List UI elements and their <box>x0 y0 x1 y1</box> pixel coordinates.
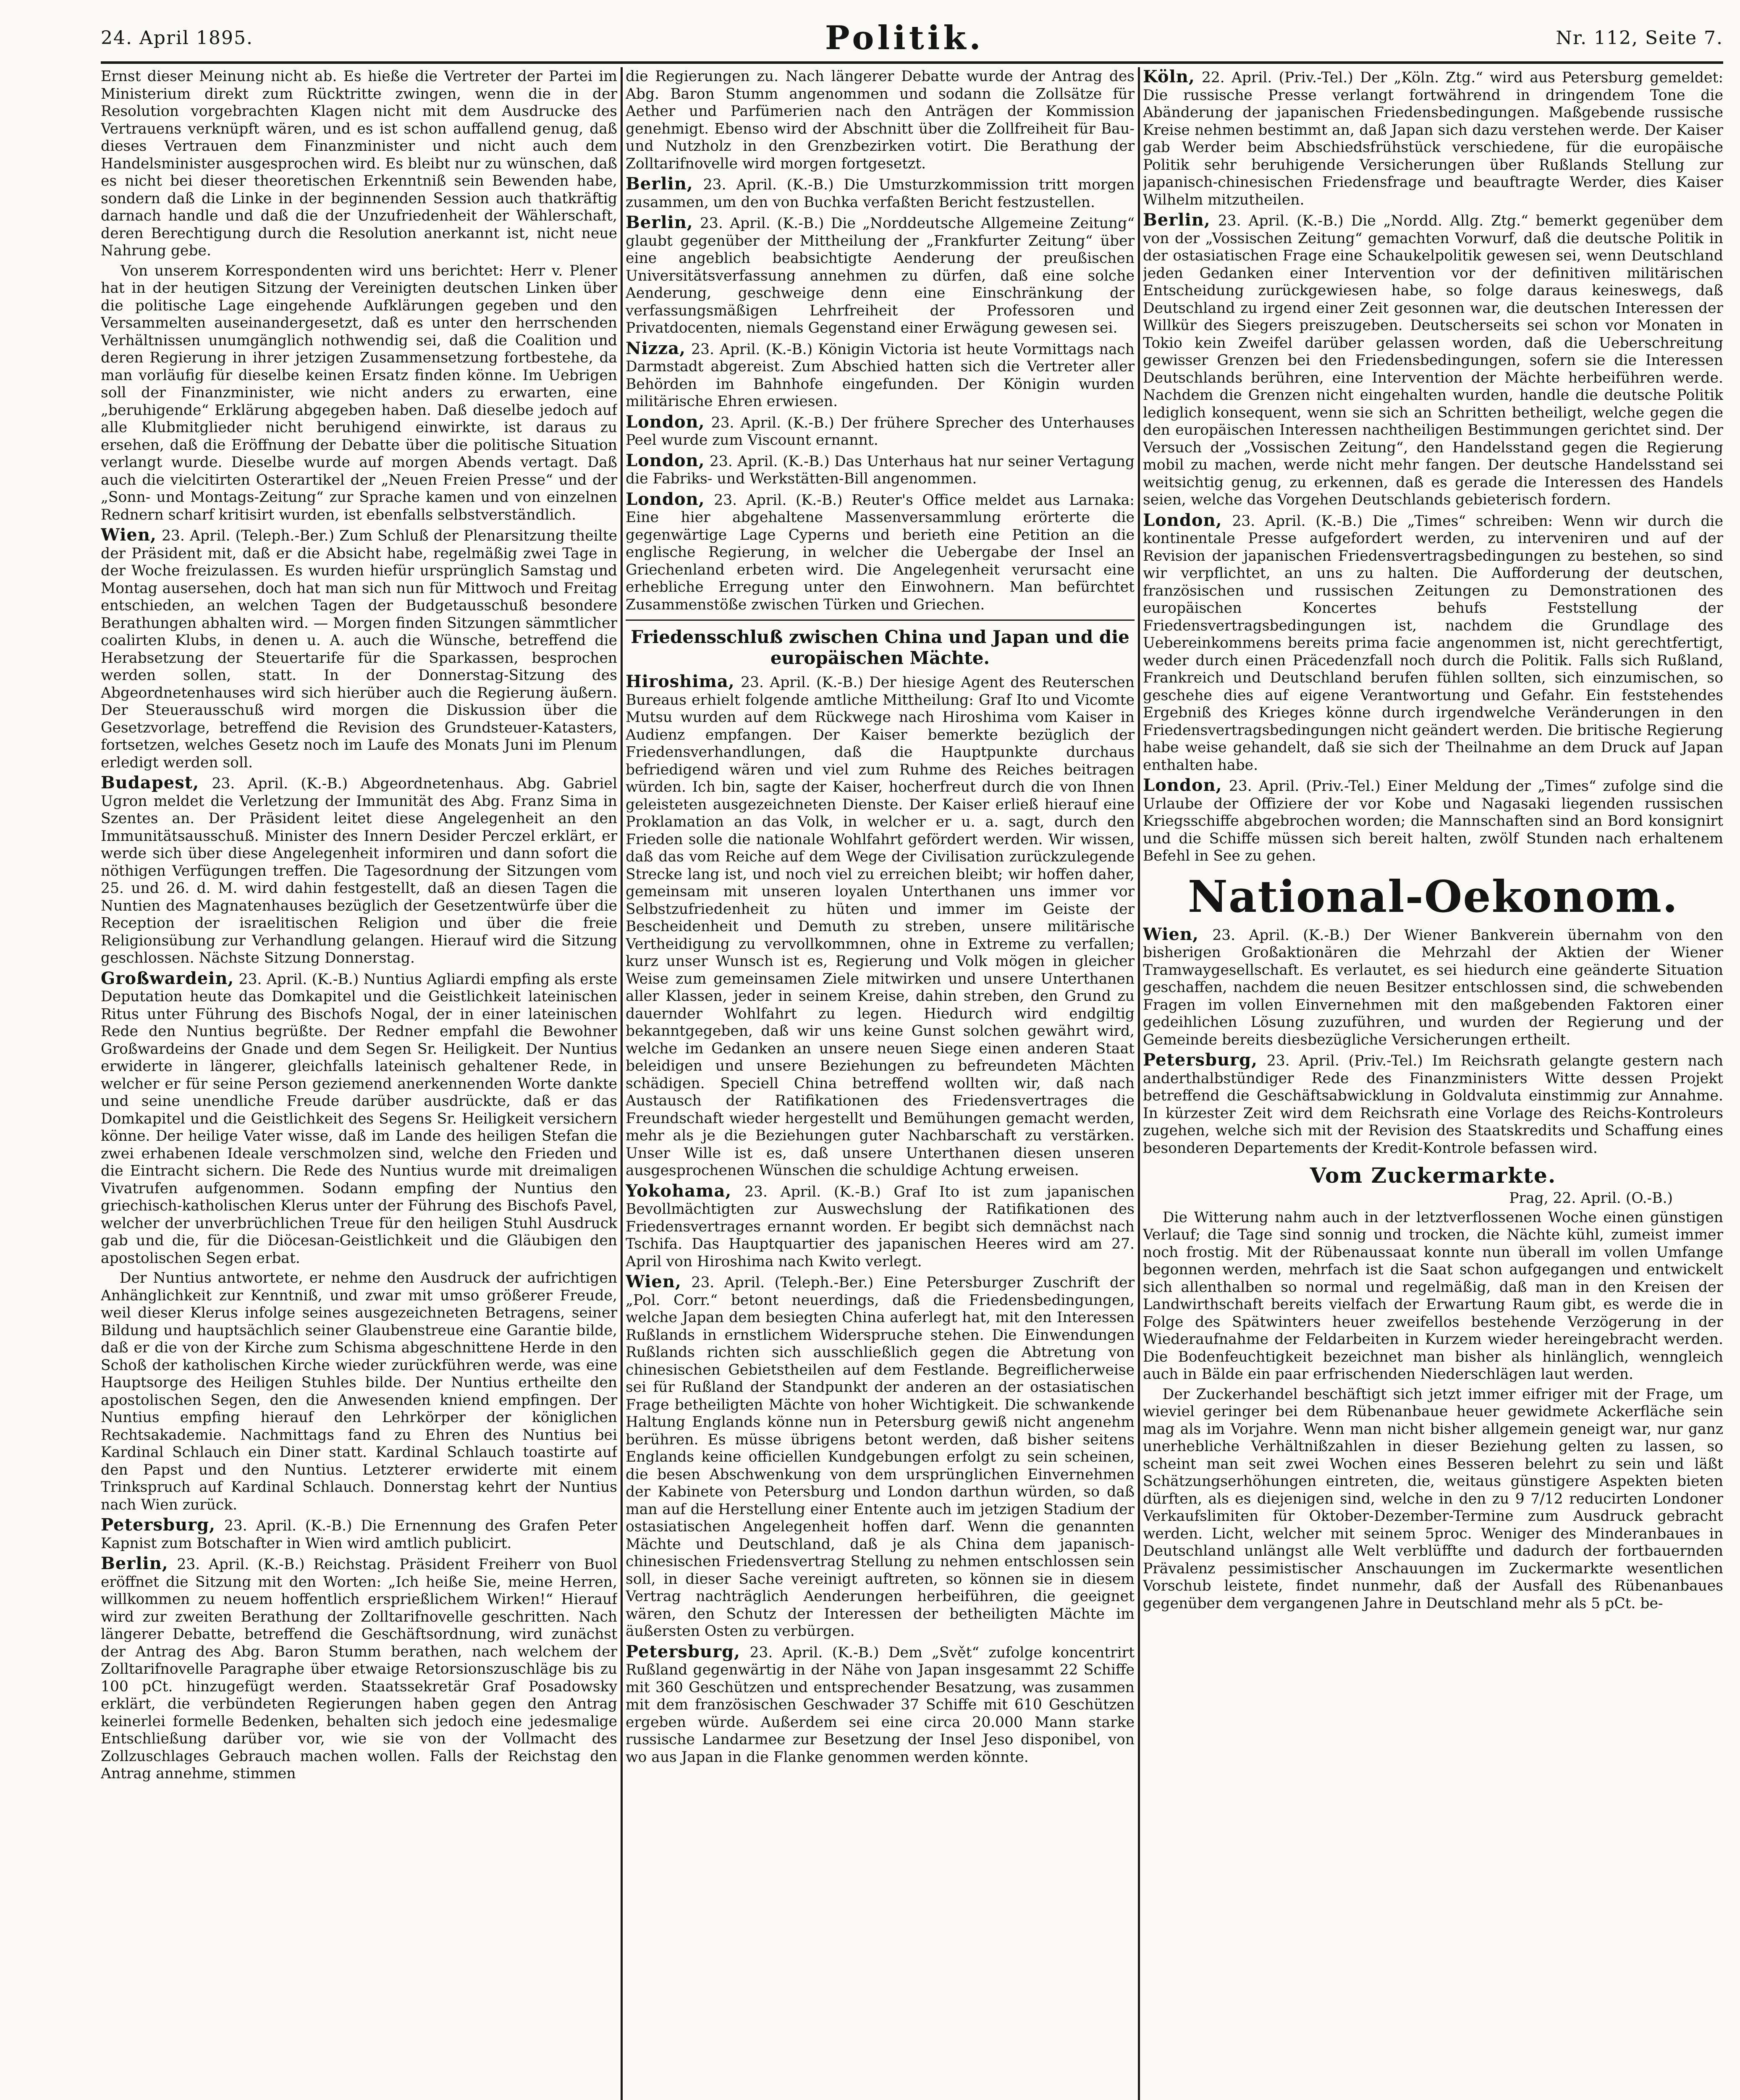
dateline-place: Wien, <box>101 525 157 545</box>
item-text: 23. April. (K.-B.) Die Umsturzkommission tritt morgen zusammen, um den von Buchka verfaßten Bericht festzustellen. <box>626 176 1135 211</box>
item-text: 23. April. (Priv.-Tel.) Einer Meldung der „Times“ zufolge sind die Urlaube der Offiziere der vor Kobe und Nagasaki liegenden russischen Kriegsschiffe abgebrochen worden; die Mannschaften sind an Bord konsignirt und die Schiffe müssen sich bereit halten, zwölf Stunden nach erhaltenem Befehl in See zu gehen. <box>1143 778 1723 864</box>
item-text: 22. April. (Priv.-Tel.) Der „Köln. Ztg.“ wird aus Petersburg gemeldet: Die russische Presse verlangt fortwährend in dringendem Tone die Abänderung der japanischen Friedensbedingungen. Maßgebende russische Kreise nehmen bestimmt an, daß Japan sich dazu verstehen werde. Der Kaiser gab Werder beim Abschiedsfrühstück verschiedene, für die europäische Politik sehr beruhigende Versicherungen über Rußlands Stellung zur japanisch-chinesischen Friedensfrage und beauftragte Werder, dies Kaiser Wilhelm mitzutheilen. <box>1143 69 1723 208</box>
econ-section-heading: National-Oekonom. <box>1187 870 1679 922</box>
dateline-place: Yokohama, <box>626 1181 732 1201</box>
news-item <box>1143 1209 1723 1383</box>
item-text: 23. April. (K.-B.) Dem „Svět“ zufolge koncentrirt Rußland gegenwärtig in der Nähe von Japan insgesammt 22 Schiffe mit 360 Geschützen und entsprechender Besatzung, was zusammen mit dem französischen Geschwader 37 Schiffe mit 610 Geschützen ergeben würde. Außerdem sei eine circa 20.000 Mann starke russische Landarmee zur Besetzung der Insel Jeso disponibel, von wo aus Japan in die Flanke genommen werden könnte. <box>626 1644 1135 1766</box>
news-item <box>1143 926 1723 1049</box>
news-item <box>626 68 1135 173</box>
news-item <box>626 1182 1135 1271</box>
dateline-place: Berlin, <box>101 1554 168 1573</box>
dateline-place: London, <box>1143 775 1222 795</box>
item-text: Die Witterung nahm auch in der letztverflossenen Woche einen günstigen Verlauf; die Tage sind sonnig und trocken, die Nächte kühl, zumeist immer noch frostig. Mit der Rübenaussaat konnte nun überall im vollen Umfange begonnen werden, mehrfach ist die Saat schon aufgegangen und entwickelt sich allenthalben so normal und regelmäßig, daß man in den Kreisen der Landwirthschaft bereits vielfach der Erwartung Raum gibt, es werde die in Folge des Spätwinters heuer zweifellos bestehende Verzögerung in der Wiederaufnahme der Feldarbeiten in Kurzem wieder hereingebracht werden. Die Bodenfeuchtigkeit bezeichnet man bisher als hinlänglich, wenngleich auch in Bälde ein paar erfrischenden Niederschlägen laut werden. <box>1143 1209 1723 1383</box>
item-text: 23. April. (K.-B.) Reuter's Office meldet aus Larnaka: Eine hier abgehaltene Massenversammlung erörterte die gegenwärtige Lage Cyperns und berieth eine Petition an die englische Regierung, in welcher die Uebergabe der Insel an Griechenland erbeten wird. Die Angelegenheit verursacht eine erhebliche Erregung unter den Einwohnern. Man befürchtet Zusammenstöße zwischen Türken und Griechen. <box>626 491 1135 613</box>
item-text: 23. April. (K.-B.) Graf Ito ist zum japanischen Bevollmächtigten zur Auswechslung der Ratifikationen des Friedensvertrages ernannt worden. Er begibt sich demnächst nach Tschifa. Das Hauptquartier des japanischen Heeres wird am 27. April von Hiroshima nach Kwito verlegt. <box>626 1183 1135 1270</box>
dateline-place: London, <box>626 412 705 432</box>
page-header <box>101 17 1723 59</box>
news-item <box>101 970 617 1268</box>
item-text: 23. April. (K.-B.) Die Ernennung des Grafen Peter Kapnist zum Botschafter in Wien wird amtlich publicirt. <box>101 1517 617 1552</box>
item-text: 23. April. (K.-B.) Königin Victoria ist heute Vormittags nach Darmstadt abgereist. Zum Abschied hatten sich die Vertreter aller Behörden im Bahnhofe eingefunden. Der Königin wurden militärische Ehren erwiesen. <box>626 341 1135 410</box>
dateline-place: Petersburg, <box>1143 1050 1258 1070</box>
item-text: 23. April. (K.-B.) Nuntius Agliardi empfing als erste Deputation heute das Domkapitel und die Geistlichkeit lateinischen Ritus unter Führung des Bischofs Nogal, der in einer lateinischen Rede den Nuntius begrüßte. Der Redner empfahl die Bewohner Großwardeins der Gnade und dem Segen Sr. Heiligkeit. Der Nuntius erwiderte in längerer, gleichfalls lateinisch gehaltener Rede, in welcher er für seine Person geziemend anerkennenden Worte dankte und seine unendliche Freude darüber ausdrückte, daß er das Domkapitel und die Geistlichkeit des Segens Sr. Heiligkeit versichern könne. Der heilige Vater wisse, daß im Lande des heiligen Stefan die zwei erhabenen Ideale verschmolzen sind, welche den Frieden und die Eintracht sichern. Die Rede des Nuntius wurde mit dreimaligen Vivatrufen aufgenommen. Sodann empfing der Nuntius den griechisch-katholischen Klerus unter der Führung des Bischofs Pavel, welcher der unverbrüchlichen Treue für den heiligen Stuhl Ausdruck gab und die, für die Diöcesan-Geistlichkeit und die Gläubigen den apostolischen Segen erbat. <box>101 971 617 1267</box>
column-3 <box>1143 68 1723 2100</box>
dateline-place: Wien, <box>1143 924 1199 944</box>
item-text: 23. April. (K.-B.) Reichstag. Präsident Freiherr von Buol eröffnet die Sitzung mit den Worten: „Ich heiße Sie, meine Herren, willkommen zu neuem hoffentlich ersprießlichem Wirken!“ Hierauf wird zur zweiten Berathung der Zolltarifnovelle geschritten. Nach längerer Debatte, betreffend die Geschäftsordnung, wird zunächst der Antrag des Abg. Baron Stumm berathen, nach welchem der Zolltarifnovelle Paragraphe über etwaige Retorsionszuschläge bis zu 100 pCt. hinzugefügt werden. Staatssekretär Graf Posadowsky erklärt, die verbündeten Regierungen haben gegen den Antrag keinerlei formelle Bedenken, behalten sich jedoch eine jedesmalige Entschließung darüber vor, wie sie von der Vollmacht des Zollzuschlages Gebrauch machen wollen. Falls der Reichstag den Antrag annehme, stimmen <box>101 1556 617 1782</box>
column-divider <box>621 67 623 2100</box>
news-item <box>626 1273 1135 1641</box>
item-text: Von unserem Korrespondenten wird uns berichtet: Herr v. Plener hat in der heutigen Sitzung der Vereinigten deutschen Linken über die politische Lage eingehende Aufklärungen gegeben und den Versammelten auseinandergesetzt, daß es unter den herrschenden Verhältnissen unumgänglich nothwendig sei, daß die Coalition und deren Regierung in ihrer jetzigen Zusammensetzung fortbestehe, da man vorläufig für dieselbe keinen Ersatz finden könne. Im Uebrigen soll der Finanzminister, wie nicht anders zu erwarten, eine „beruhigende“ Erklärung abgegeben haben. Daß dieselbe jedoch auf alle Klubmitglieder nicht beruhigend einwirkte, ist daraus zu ersehen, daß die Eröffnung der Debatte über die politische Situation verlangt wurde. Dieselbe wurde auf morgen Abends vertagt. Daß auch die vielcitirten Osterartikel der „Neuen Freien Presse“ und der „Sonn- und Montags-Zeitung“ zur Sprache kamen und von einzelnen Rednern scharf kritisirt wurden, ist ebenfalls selbstverständlich. <box>101 262 617 523</box>
item-text: Ernst dieser Meinung nicht ab. Es hieße die Vertreter der Partei im Ministerium direkt zum Rücktritte zwingen, wenn die in der Resolution vorgebrachten Klagen nicht mit dem Ausdrucke des Vertrauens verknüpft wären, und es ist schon auffallend genug, daß dieses Vertrauen dem Finanzminister und nicht auch dem Handelsminister ausgesprochen wird. Es bleibt nur zu wünschen, daß es nicht bei dieser theoretischen Erkenntniß sein Bewenden habe, sondern daß die Linke in der beginnenden Session auch thatkräftig darnach handle und daß die der Unzufriedenheit der Wählerschaft, deren Berechtigung durch die Resolution anerkannt ist, nicht neue Nahrung gebe. <box>101 68 617 259</box>
news-item <box>626 673 1135 1180</box>
news-item <box>1143 777 1723 865</box>
item-text: die Regierungen zu. Nach längerer Debatte wurde der Antrag des Abg. Baron Stumm angenommen und sodann die Zollsätze für Aether und Parfümerien nach den Anträgen der Kommission genehmigt. Ebenso wird der Abschnitt über die Zollfreiheit für Bau- und Nutzholz in den Grenzbezirken votirt. Die Berathung der Zolltarifnovelle wird morgen fortgesetzt. <box>626 68 1135 172</box>
news-item <box>101 774 617 967</box>
section-rule <box>626 620 1135 621</box>
item-text: 23. April. (Priv.-Tel.) Im Reichsrath gelangte gestern nach anderthalbstündiger Rede des Finanzministers Witte dessen Projekt betreffend die Geschäftsabwicklung in Goldvaluta einstimmig zur Annahme. In kürzester Zeit wird dem Reichsrath eine Vorlage des Reichs-Kontroleurs zugehen, welche sich mit der Revision des Staatskredits und Schaffung eines besonderen Departements der Kredit-Kontrole befassen wird. <box>1143 1053 1723 1157</box>
dateline-place: Nizza, <box>626 338 686 358</box>
item-text: 23. April. (K.-B.) Die „Nordd. Allg. Ztg.“ bemerkt gegenüber dem von der „Vossischen Zeitung“ gemachten Vorwurf, daß die deutsche Politik in der ostasiatischen Frage eine Schaukelpolitik gewesen sei, wenn Deutschland jeden Gedanken einer Intervention vor der definitiven militärischen Entscheidung zurückgewiesen habe, so folge daraus keineswegs, daß Deutschland zu irgend einer Zeit gesonnen war, die deutschen Interessen der Willkür des Siegers preiszugeben. Deutscherseits sei schon vor Monaten in Tokio kein Zweifel darüber gelassen worden, daß die Ueberschreitung gewisser Grenzen bei den Friedensbedingungen, sofern sie die Interessen Deutschlands berühren, eine Intervention der Mächte herbeiführen werde. Nachdem die Grenzen nicht eingehalten wurden, handle die deutsche Politik lediglich konsequent, wenn sie sich an Schritten betheiligt, welche gegen die den europäischen Interessen nachtheiligen Bestimmungen gerichtet sind. Der Versuch der „Vossischen Zeitung“, den Handelsstand gegen die Regierung mobil zu machen, werde nicht mehr fangen. Der deutsche Handelsstand sei weitsichtig genug, zu erkennen, daß es gerade die Interessen des Handels seien, welche das Vorgehen Deutschlands gebieterisch fordern. <box>1143 213 1723 508</box>
dateline-place: Berlin, <box>626 174 693 194</box>
news-item <box>101 68 617 260</box>
item-text: 23. April. (K.-B.) Die „Norddeutsche Allgemeine Zeitung“ glaubt gegenüber der Mittheilung der „Frankfurter Zeitung“ über eine angeblich beabsichtigte Aenderung der preußischen Universitätsverfassung annehmen zu dürfen, daß eine solche Aenderung, geschweige denn eine Einschränkung der verfassungsmäßigen Lehrfreiheit der Professoren und Privatdocenten, niemals Gegenstand einer Erwägung gewesen sei. <box>626 215 1135 336</box>
issue-number: Nr. 112, Seite 7. <box>1556 27 1723 49</box>
item-text: 23. April. (K.-B.) Der frühere Sprecher des Unterhauses Peel wurde zum Viscount ernannt. <box>626 414 1135 449</box>
header-rule <box>101 61 1723 64</box>
news-item <box>626 340 1135 411</box>
news-item <box>1143 512 1723 774</box>
dateline-place: Großwardein, <box>101 968 234 988</box>
item-text: 23. April. (Teleph.-Ber.) Eine Petersburger Zuschrift der „Pol. Corr.“ betont neuerdings, daß die Friedensbedingungen, welche Japan dem besiegten China auferlegt hat, mit den Interessen Rußlands in ernstlichem Widerspruche stehen. Die Einwendungen Rußlands richten sich ausschließlich gegen die Abtretung von chinesischen Gebietstheilen auf dem Festlande. Begreiflicherweise sei für Rußland der Standpunkt der anderen an der ostasiatischen Frage betheiligten Mächte von hoher Wichtigkeit. Die schwankende Haltung Englands könne nun in Petersburg gewiß nicht angenehm berühren. Es müsse übrigens betont werden, daß bisher seitens Englands keine officiellen Kundgebungen erfolgt zu sein scheinen, die besen Abschwenkung von dem ursprünglichen Einvernehmen der Kabinete von Petersburg und London darthun würden, so daß man auf die Herstellung einer Entente auch im jetzigen Stadium der ostasiatischen Angelegenheit hoffen darf. Wenn die genannten Mächte und Deutschland, daß je als China dem japanisch-chinesischen Friedensvertrag Stellung zu nehmen entschlossen sein soll, in dieser Sache vereinigt auftreten, so können sie in diesem Vertrag nachträglich Aenderungen herbeiführen, die geeignet wären, den Schutz der Interessen der betheiligten Mächte im äußersten Osten zu verbürgen. <box>626 1274 1135 1640</box>
dateline-place: Wien, <box>626 1272 681 1292</box>
news-item <box>626 1643 1135 1767</box>
item-text: 23. April. (K.-B.) Der Wiener Bankverein übernahm von den bisherigen Großaktionären die Mehrzahl der Aktien der Wiener Tramwaygesellschaft. Es verlautet, es sei hiedurch eine geänderte Situation geschaffen, nachdem die neuen Besitzer entschlossen sind, die schwebenden Fragen im vollen Einvernehmen mit den maßgebenden Faktoren einer gedeihlichen Lösung zuzuführen, und wurden der Regierung und der Gemeinde bereits diesbezügliche Versicherungen ertheilt. <box>1143 927 1723 1048</box>
item-text: 23. April. (K.-B.) Die „Times“ schreiben: Wenn wir durch die kontinentale Presse aufgefordert werden, zu interveniren und auf der Revision der japanischen Friedensvertragsbedingungen zu bestehen, so sind wir verpflichtet, an uns zu halten. Die Aufforderung der deutschen, französischen und russischen Zeitungen zu Demonstrationen des europäischen Koncertes behufs Feststellung der Friedensvertragsbedingungen ist, nachdem die Grundlage des Uebereinkommens bereits prima facie angenommen ist, nicht gerechtfertigt, weder durch einen Präcedenzfall noch durch die Politik. Falls sich Rußland, Frankreich und Deutschland berufen fühlen sollten, sich einzumischen, so geschehe dies auf eigene Verantwortung und Gefahr. Ein feststehendes Ergebniß des Krieges könne durch irgendwelche Veränderungen in den Friedensvertragsbedingungen nicht geändert werden. Die britische Regierung habe weise gehandelt, daß sie sich der Theilnahme an dem Druck auf Japan enthalten habe. <box>1143 512 1723 774</box>
issue-date: 24. April 1895. <box>101 27 254 49</box>
news-item <box>1143 68 1723 209</box>
news-item <box>101 526 617 772</box>
dateline-place: Petersburg, <box>626 1641 740 1662</box>
news-item <box>1143 1051 1723 1157</box>
dateline-place: Berlin, <box>1143 210 1211 230</box>
item-text: 23. April. (Teleph.-Ber.) Zum Schluß der Plenarsitzung theilte der Präsident mit, daß er die Absicht habe, regelmäßig zwei Tage in der Woche freizulassen. Es wurden hiefür ursprünglich Samstag und Montag ausersehen, doch hat man sich nun für Mittwoch und Freitag entschieden, an welchen Tagen der Budgetausschuß besondere Berathungen abhalten wird. — Morgen finden Sitzungen sämmtlicher coalirten Klubs, in denen u. A. auch die Wünsche, betreffend die Herabsetzung der Steuertarife für die Sparkassen, besprochen werden sollen, statt. In der Donnerstag-Sitzung des Abgeordnetenhauses wird sich hierüber auch die Regierung äußern. Der Steuerausschuß wird morgen die Diskussion über die Gesetzvorlage, betreffend die Revision des Grundsteuer-Katasters, fortsetzen, welches Gesetz noch im Laufe des Monats Juni im Plenum erledigt werden soll. <box>101 528 617 771</box>
section-title: Politik. <box>825 18 984 57</box>
sugar-dateline: Prag, 22. April. (O.-B.) <box>1509 1190 1673 1207</box>
news-item <box>626 491 1135 614</box>
news-item <box>1143 1386 1723 1613</box>
dateline-place: Budapest, <box>101 773 199 793</box>
news-item <box>101 1555 617 1783</box>
item-text: Der Zuckerhandel beschäftigt sich jetzt immer eifriger mit der Frage, um wieviel geringer bei dem Rübenanbaue heuer gewidmete Ackerfläche sein mag als im Vorjahre. Wenn man nicht bisher allgemein geneigt war, nur ganz unerhebliche Verhältnißzahlen in dieser Beziehung gelten zu lassen, so scheint man seit zwei Wochen eines Besseren belehrt zu sein und läßt Schätzungserhöhungen eintreten, die, weitaus günstigere Aspekten bieten dürften, als es diejenigen sind, welche in den zu 9 7/12 reducirten Londoner Verkaufslimiten für Oktober-Dezember-Termine zum Ausdruck gebracht werden. Licht, welcher mit seinem 5proc. Weniger des Minderanbaues in Deutschland unlängst alle Welt verblüffte und dadurch der fortbauernden Prävalenz pessimistischer Anschauungen im Zuckermarkte wesentlichen Vorschub leistete, findet nunmehr, daß der Ausfall des Rübenanbaues gegenüber dem vergangenen Jahre in Deutschland mehr als 5 pCt. be- <box>1143 1386 1723 1612</box>
news-item <box>626 175 1135 211</box>
dateline-place: London, <box>626 450 705 470</box>
section-heading: Friedensschluß zwischen China und Japan und die europäischen Mächte. <box>631 627 1129 668</box>
item-text: Der Nuntius antwortete, er nehme den Ausdruck der aufrichtigen Anhänglichkeit zur Kenntniß, und zwar mit umso größerer Freude, weil dieser Klerus infolge seines ausgezeichneten Betragens, seiner Bildung und hauptsächlich seiner Glaubenstreue eine Garantie bilde, daß er die von der Kirche zum Schisma abgeschnittene Herde in den Schoß der katholischen Kirche wieder zurückführen werde, was eine Hauptsorge des Heiligen Stuhles bilde. Der Nuntius ertheilte den apostolischen Segen, den die Anwesenden kniend empfingen. Der Nuntius empfing hierauf den Lehrkörper der königlichen Rechtsakademie. Nachmittags fand zu Ehren des Nuntius bei Kardinal Schlauch ein Diner statt. Kardinal Schlauch toastirte auf den Papst und den Nuntius. Letzterer erwiderte mit einem Trinkspruch auf Kardinal Schlauch. Donnerstag kehrt der Nuntius nach Wien zurück. <box>101 1270 617 1513</box>
news-item <box>626 214 1135 337</box>
item-text: 23. April. (K.-B.) Der hiesige Agent des Reuterschen Bureaus erhielt folgende amtliche Mittheilung: Graf Ito und Vicomte Mutsu wurden auf dem Rückwege nach Hiroshima vom Kaiser in Audienz empfangen. Der Kaiser bemerkte bezüglich der Friedensverhandlungen, daß die Hauptpunkte durchaus befriedigend wären und viel zum Ruhme des Reiches beitragen würden. Ich bin, sagte der Kaiser, hocherfreut durch die von Ihnen geleisteten ausgezeichneten Dienste. Der Kaiser erließ hierauf eine Proklamation an das Volk, in welcher er u. a. sagt, durch den Frieden solle die nationale Wohlfahrt gefördert werden. Wir wissen, daß das vom Reiche auf dem Wege der Civilisation zurückzulegende Strecke lang ist, und noch viel zu erreichen bleibt; wir hoffen daher, gemeinsam mit unseren loyalen Unterthanen uns immer vor Selbstzufriedenheit zu hüten und immer im Geiste der Bescheidenheit und Demuth zu streben, unsere militärische Vertheidigung zu vervollkommnen, ohne in Extreme zu verfallen; kurz unser Wunsch ist es, Regierung und Volk mögen in gleicher Weise zum gemeinsamen Ziele mitwirken und unsere Unterthanen aller Klassen, jeder in seinem Kreise, dahin streben, den Grund zu dauernder Wohlfahrt zu legen. Hiedurch wird endgiltig bekanntgegeben, daß wir uns keine Gunst solchen gewährt wird, welche im Gedanken an unsere neuen Siege einen anderen Staat beleidigen und unsere Beziehungen zu befreundeten Mächten schädigen. Speciell China betreffend wollten wir, daß nach Austausch der Ratifikationen des Friedensvertrages die Freundschaft wieder hergestellt und Bemühungen gemacht werden, mehr als je die Beziehungen guter Nachbarschaft zu verstärken. Unser Wille ist es, daß unsere Unterthanen diesen unseren ausgesprochenen Wünschen die schuldige Achtung erweisen. <box>626 674 1135 1179</box>
news-item <box>1143 211 1723 509</box>
dateline-place: Berlin, <box>626 213 693 232</box>
column-1 <box>101 68 617 2100</box>
column-2 <box>626 68 1135 2100</box>
news-item <box>101 262 617 524</box>
dateline-place: London, <box>1143 510 1222 530</box>
dateline-place: Köln, <box>1143 68 1195 87</box>
news-item <box>626 413 1135 449</box>
dateline-place: Petersburg, <box>101 1515 215 1535</box>
item-text: 23. April. (K.-B.) Abgeordnetenhaus. Abg. Gabriel Ugron meldet die Verletzung der Immunität des Abg. Franz Sima in Szentes an. Der Präsident leitet diese Angelegenheit an den Immunitätsausschuß. Minister des Innern Desider Perczel erklärt, er werde sich über diese Angelegenheit informiren und dann sofort die nöthigen Verfügungen treffen. Die Tagesordnung der Sitzungen vom 25. und 26. d. M. wird dahin festgestellt, daß an diesen Tagen die Nuntien des Magnatenhauses bezüglich der Gesetzentwürfe über die Reception der israelitischen Religion und über die freie Religionsübung zur Verhandlung gelangen. Hierauf wird die Sitzung geschlossen. Nächste Sitzung Donnerstag. <box>101 775 617 966</box>
news-item <box>101 1270 617 1514</box>
news-item <box>626 452 1135 488</box>
dateline-place: Hiroshima, <box>626 672 735 691</box>
column-divider <box>1138 67 1140 2100</box>
dateline-place: London, <box>626 489 705 509</box>
news-item <box>101 1516 617 1552</box>
sugar-market-heading: Vom Zuckermarkte. <box>1310 1163 1557 1188</box>
item-text: 23. April. (K.-B.) Das Unterhaus hat nur seiner Vertagung die Fabriks- und Werkstätten-Bill angenommen. <box>626 453 1135 487</box>
